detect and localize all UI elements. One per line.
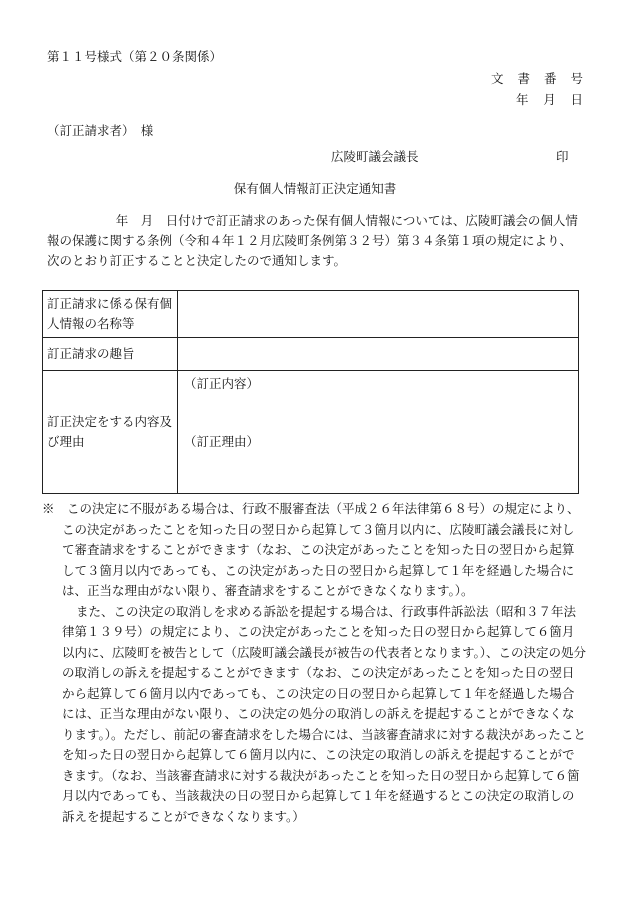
document-title: 保有個人情報訂正決定通知書	[233, 181, 397, 196]
correction-table	[42, 290, 579, 494]
table-row	[43, 291, 579, 338]
table-row	[43, 371, 579, 494]
table-row	[43, 338, 579, 371]
intro-text: 年 月 日付けで訂正請求のあった保有個人情報については、広陵町議会の個人情報の保護に関する条例（令和４年１２月広陵町条例第３２号）第３４条第１項の規定により、次のとおり訂正することと決定したので通知します。	[47, 213, 578, 268]
correction-content-label: （訂正内容）	[184, 376, 260, 391]
document-number-label: 文書番号	[491, 71, 583, 86]
date-label: 年月日	[516, 92, 583, 107]
row-label-decision: 訂正決定をする内容及び理由	[43, 371, 178, 494]
row-value-decision	[178, 371, 579, 494]
row-value-info-name	[178, 291, 579, 338]
notes-section	[42, 499, 586, 827]
intro-paragraph	[47, 211, 583, 271]
note-appeal: ※ この決定に不服がある場合は、行政不服審査法（平成２６年法律第６８号）の規定により、この決定があったことを知った日の翌日から起算して３箇月以内に、広陵町議会議長に対して審査請求をすることができます（なお、この決定があったことを知った日の翌日から起算して３箇月以内であっても、この決定があった日の翌日から起算して１年を経過した場合には、正当な理由がない限り、審査請求をすることができなくなります。）。	[42, 501, 580, 598]
addressee: （訂正請求者） 様	[47, 123, 154, 138]
row-value-request-purpose	[178, 338, 579, 371]
seal-mark: 印	[556, 149, 569, 164]
row-label-request-purpose: 訂正請求の趣旨	[43, 338, 178, 371]
issuer-name: 広陵町議会議長	[331, 149, 419, 164]
correction-reason-label: （訂正理由）	[184, 434, 260, 449]
row-label-info-name: 訂正請求に係る保有個人情報の名称等	[43, 291, 178, 338]
form-number: 第１１号様式（第２０条関係）	[47, 49, 223, 64]
note-lawsuit: また、この決定の取消しを求める訴訟を提起する場合は、行政事件訴訟法（昭和３７年法律第１３９号）の規定により、この決定があったことを知った日の翌日から起算して６箇月以内に、広陵町を被告として（広陵町議会議長が被告の代表者となります。）、この決定の処分の取消しの訴えを提起することができます（なお、この決定があったことを知った日の翌日から起算して６箇月以内であっても、この決定の日の翌日から起算して１年を経過した場合には、正当な理由がない限り、この決定の処分の取消しの訴えを提起することができなくなります。）。ただし、前記の審査請求をした場合には、当該審査請求に対する裁決があったことを知った日の翌日から起算して６箇月以内に、この決定の取消しの訴えを提起することができます。（なお、当該審査請求に対する裁決があったことを知った日の翌日から起算して６箇月以内であっても、当該裁決の日の翌日から起算して１年を経過するとこの決定の取消しの訴えを提起することができなくなります。）	[62, 603, 587, 824]
